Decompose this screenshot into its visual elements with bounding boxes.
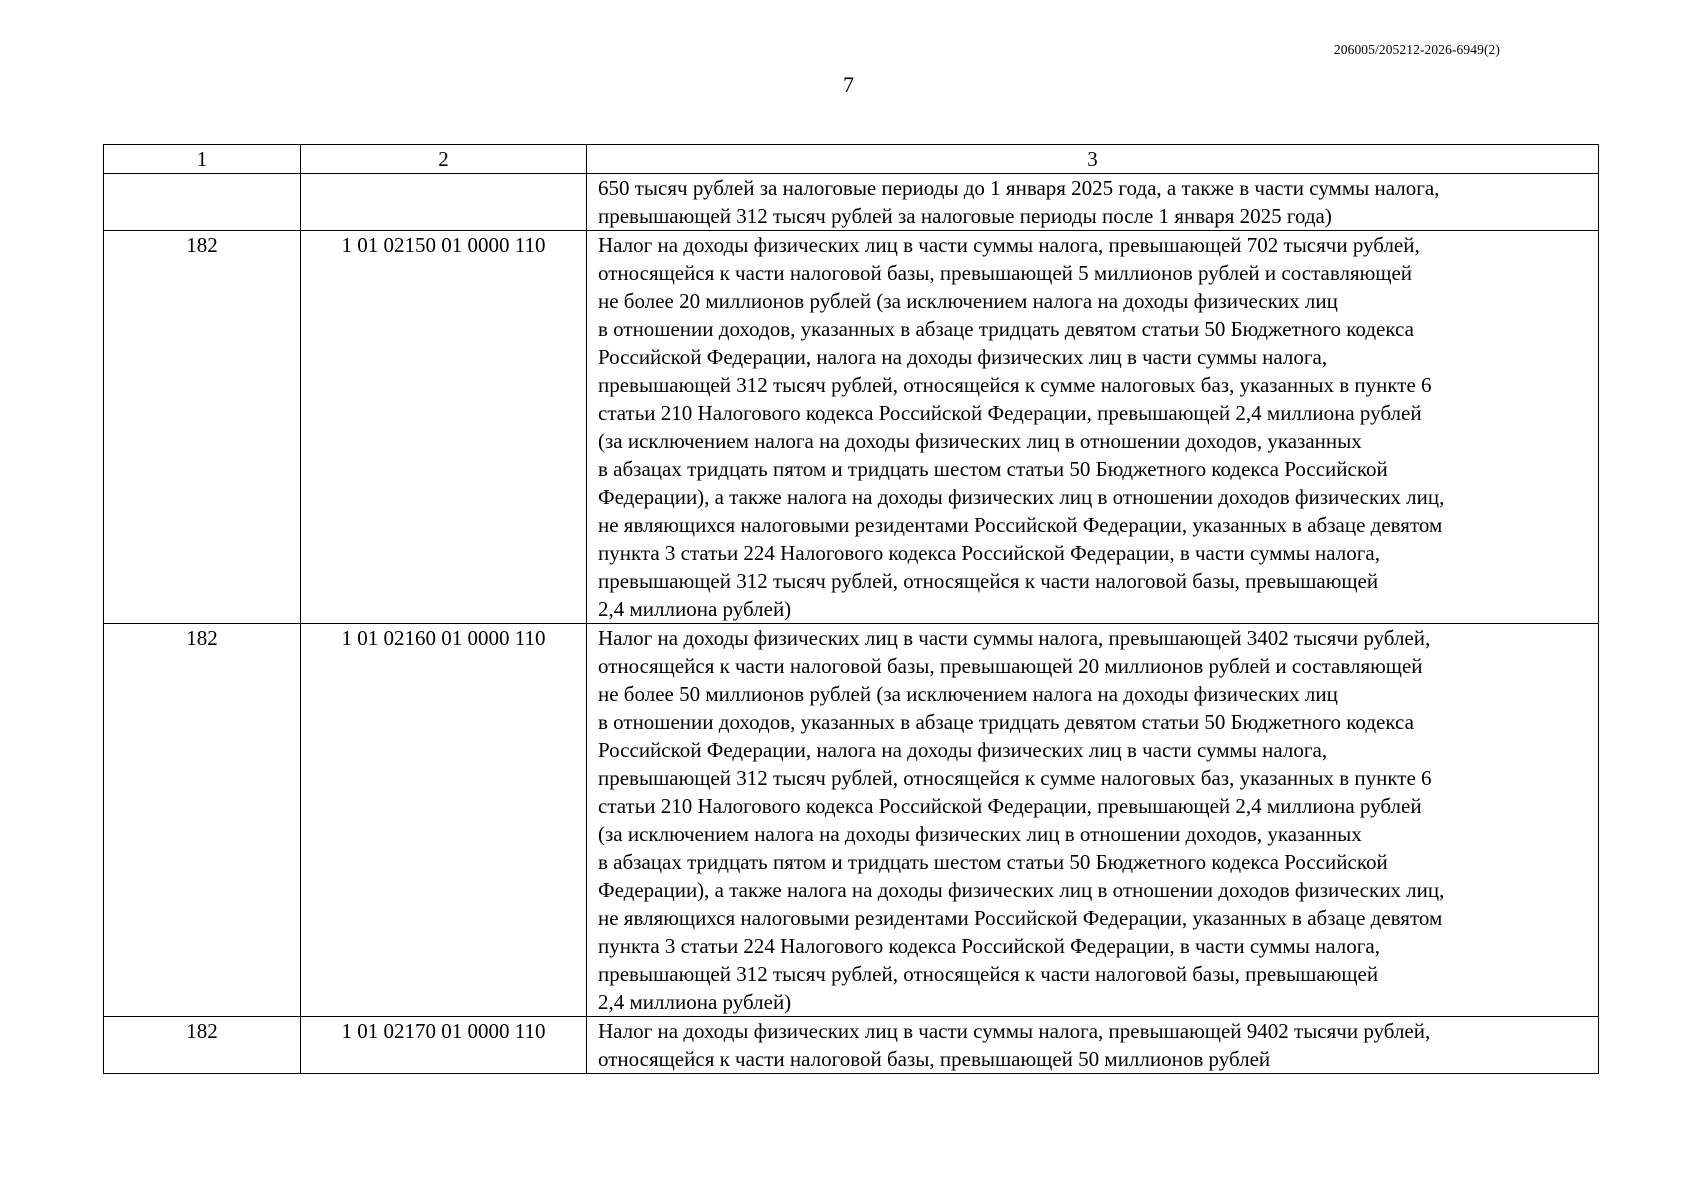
budget-classification-code-cell <box>301 174 587 231</box>
description-line: 650 тысяч рублей за налоговые периоды до 1 января 2025 года, а также в части суммы налога, <box>598 176 1440 200</box>
table-row <box>104 174 1599 231</box>
description-line: Налог на доходы физических лиц в части суммы налога, превышающей 702 тысячи рублей, <box>598 233 1420 257</box>
description-line: относящейся к части налоговой базы, превышающей 5 миллионов рублей и составляющей <box>598 261 1413 285</box>
page-number: 7 <box>843 72 854 97</box>
column-header-3: 3 <box>587 145 1599 174</box>
description-line: Налог на доходы физических лиц в части суммы налога, превышающей 9402 тысячи рублей, <box>598 1019 1431 1043</box>
description-line: Российской Федерации, налога на доходы физических лиц в части суммы налога, <box>598 345 1328 369</box>
budget-classification-code-cell: 1 01 02170 01 0000 110 <box>301 1017 587 1074</box>
description-line: превышающей 312 тысяч рублей, относящейся к сумме налоговых баз, указанных в пункте 6 <box>598 373 1432 397</box>
table-row <box>104 231 1599 624</box>
description-line: статьи 210 Налогового кодекса Российской Федерации, превышающей 2,4 миллиона рублей <box>598 401 1422 425</box>
description-line: не более 50 миллионов рублей (за исключением налога на доходы физических лиц <box>598 682 1338 706</box>
table-header-row <box>104 145 1599 174</box>
revenue-description-cell <box>587 624 1599 1017</box>
admin-code-cell: 182 <box>104 1017 301 1074</box>
description-line: относящейся к части налоговой базы, превышающей 50 миллионов рублей <box>598 1047 1271 1071</box>
description-line: превышающей 312 тысяч рублей, относящейся к части налоговой базы, превышающей <box>598 962 1379 986</box>
column-header-1: 1 <box>104 145 301 174</box>
description-line: Федерации), а также налога на доходы физических лиц в отношении доходов физических лиц, <box>598 485 1445 509</box>
column-header-2: 2 <box>301 145 587 174</box>
description-line: Федерации), а также налога на доходы физических лиц в отношении доходов физических лиц, <box>598 878 1445 902</box>
description-line: 2,4 миллиона рублей) <box>598 597 792 621</box>
table-row <box>104 1017 1599 1074</box>
description-line: не более 20 миллионов рублей (за исключением налога на доходы физических лиц <box>598 289 1338 313</box>
table-body <box>104 174 1599 1074</box>
document-registration-number: 206005/205212-2026-6949(2) <box>1333 42 1500 57</box>
description-line: Налог на доходы физических лиц в части суммы налога, превышающей 3402 тысячи рублей, <box>598 626 1431 650</box>
admin-code-cell: 182 <box>104 624 301 1017</box>
admin-code-cell: 182 <box>104 231 301 624</box>
description-line: 2,4 миллиона рублей) <box>598 990 792 1014</box>
admin-code-cell <box>104 174 301 231</box>
description-line: превышающей 312 тысяч рублей за налоговые периоды после 1 января 2025 года) <box>598 204 1332 228</box>
revenue-description-cell <box>587 231 1599 624</box>
description-line: не являющихся налоговыми резидентами Российской Федерации, указанных в абзаце девятом <box>598 906 1443 930</box>
budget-classification-code-cell: 1 01 02160 01 0000 110 <box>301 624 587 1017</box>
description-line: в отношении доходов, указанных в абзаце тридцать девятом статьи 50 Бюджетного кодекса <box>598 317 1414 341</box>
description-line: статьи 210 Налогового кодекса Российской Федерации, превышающей 2,4 миллиона рублей <box>598 794 1422 818</box>
description-line: пункта 3 статьи 224 Налогового кодекса Российской Федерации, в части суммы налога, <box>598 934 1380 958</box>
description-line: пункта 3 статьи 224 Налогового кодекса Российской Федерации, в части суммы налога, <box>598 541 1380 565</box>
description-line: относящейся к части налоговой базы, превышающей 20 миллионов рублей и составляющей <box>598 654 1423 678</box>
description-line: (за исключением налога на доходы физических лиц в отношении доходов, указанных <box>598 429 1362 453</box>
revenue-description-cell <box>587 1017 1599 1074</box>
budget-classification-code-cell: 1 01 02150 01 0000 110 <box>301 231 587 624</box>
description-line: в абзацах тридцать пятом и тридцать шестом статьи 50 Бюджетного кодекса Российской <box>598 457 1388 481</box>
table-row <box>104 624 1599 1017</box>
description-line: не являющихся налоговыми резидентами Российской Федерации, указанных в абзаце девятом <box>598 513 1443 537</box>
description-line: в абзацах тридцать пятом и тридцать шестом статьи 50 Бюджетного кодекса Российской <box>598 850 1388 874</box>
description-line: Российской Федерации, налога на доходы физических лиц в части суммы налога, <box>598 738 1328 762</box>
budget-classification-table <box>103 144 1599 1074</box>
description-line: (за исключением налога на доходы физических лиц в отношении доходов, указанных <box>598 822 1362 846</box>
description-line: в отношении доходов, указанных в абзаце тридцать девятом статьи 50 Бюджетного кодекса <box>598 710 1414 734</box>
revenue-description-cell <box>587 174 1599 231</box>
description-line: превышающей 312 тысяч рублей, относящейся к части налоговой базы, превышающей <box>598 569 1379 593</box>
description-line: превышающей 312 тысяч рублей, относящейся к сумме налоговых баз, указанных в пункте 6 <box>598 766 1432 790</box>
